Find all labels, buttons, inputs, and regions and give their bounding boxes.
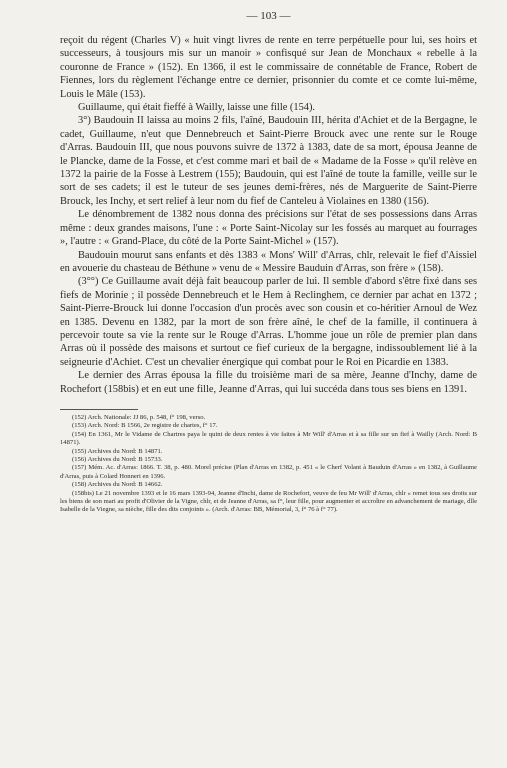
footnote: (157) Mém. Ac. d'Arras: 1866. T. 38, p. 480. Morel précise (Plan d'Arras en 1382, p. 451 « le Cherf Volant à Bauduin d'Arras » en 1382, à Guillaume d'Arras, puis à Colard Honneri en 1396. xyxy=(60,464,477,480)
body-paragraph: Le dernier des Arras épousa la fille du troisième mari de sa mère, Jeanne d'Inchy, dame de Rochefort (158bis) et en eut une fille, Jeanne d'Arras, qui lui succéda dans tous ses biens en 1391. xyxy=(60,370,477,395)
footnote: (153) Arch. Nord: B 1566, 2e registre de chartes, f° 17. xyxy=(72,422,218,430)
footnote: (152) Arch. Nationale: JJ 86, p. 548, f° 198, verso. xyxy=(72,413,206,421)
body-paragraph: reçoit du régent (Charles V) « huit vingt livres de rente en terre perpétuelle pour lui, ses hoirs et successeurs, à tousjours mis sur un manoir » confisqué sur Jean de Monchaux « rebelle à la couronne de France » (152). En 1366, il est le commissaire de connétable de France, Robert de Fiennes, lors du règlement l'échange entre ce dernier, prisonnier du comte et ce comte lui-même, Louis le Mâle (153). xyxy=(60,35,477,100)
body-paragraph: Le dénombrement de 1382 nous donna des précisions sur l'état de ses possessions dans Arras même : deux grandes maisons, l'une : « Porte Saint-Nicolay sur les fossés au marquet au fourrages », l'autre : « Grand-Place, du côté de la Porte Saint-Michel » (157). xyxy=(60,209,477,248)
body-paragraph: Baudouin mourut sans enfants et dès 1383 « Mons' Will' d'Arras, chlr, relevait le fief d'Aissiel en avouerie du chasteau de Béthune » venu de « Messire Bauduin d'Arras, son frère » (158). xyxy=(60,249,477,274)
footnote: (154) En 1361, Mr le Vidame de Chartres paya le quint de deux rentes à vie faites à Mr Will' d'Arras et à sa fille sur un fief à Wailly (Arch. Nord: B 14871). xyxy=(60,430,477,447)
page-number: — 103 — xyxy=(246,10,291,22)
body-paragraph: 3°) Baudouin II laissa au moins 2 fils, l'aîné, Baudouin III, hérita d'Achiet et de la Bergagne, le cadet, Guillaume, n'eut que Dennebreuch et Saint-Pierre Brouck avec une rente sur le Rouge d'Arras. Baudouin III, que nous pouvons suivre de 1372 à 1383, date de sa mort, épousa Jeanne de le Plancke, dame de la Fosse, et c'est comme mari et bail de « Madame de la Fosse » qu'il relève en 1372 la pairie de la Fosse à Lestrem (155); Baudouin, qui est l'aîné de toute la famille, veille sur le sort de ses cadets; il est le tuteur de ses jeunes demi-frères, nés de Marguerite de Saint-Pierre Brouck, les Inchy, et sert relief à leur nom du fief de Canteleu à Violaines en 1380 (156). xyxy=(60,115,477,207)
footnote-separator xyxy=(60,409,138,410)
footnote: (158) Archives du Nord: B 14662. xyxy=(72,481,163,489)
body-paragraph: (3°°) Ce Guillaume avait déjà fait beaucoup parler de lui. Il semble d'abord s'être fixé dans ses fiefs de Morinie ; il possède Dennebreuch et le Hem à Reclinghem, ce dernier par achat en 1372 ; Saint-Pierre-Brouck lui donne l'occasion d'un procès avec son cousin et co-héritier Arnoul de Wez en 1385. Devenu en 1382, par la mort de son frère aîné, le chef de la famille, il continuera à percevoir toute sa vie la rente sur le Rouge d'Arras. L'homme joue un rôle de premier plan dans Arras où il possède des maisons et surtout ce fief curieux de la bergagne, indissoublement lié à la seigneurie d'Achiet. C'est un chevalier énergique qui combat pour le Roi en Picardie en 1383. xyxy=(60,276,477,368)
footnotes xyxy=(60,414,477,515)
footnote: (158bis) Le 21 novembre 1393 et le 16 mars 1393-94, Jeanne d'Inchi, dame de Rochefort, veuve de feu Mr Will' d'Arras, chlr « remet tous ses droits sur les biens de son mari au profit d'Olivier de la Vigne, chlr, et de Jeanne d'Arras, sa f°, leur fille, pour augmenter et accroître en advanchement de mariage, dlle Isabelle de la Viegne, sa nièche, fille des dits conjoints ». (Arch. d'Arras: BB, Mémorial, 3, f° 76 à f° 77). xyxy=(60,489,477,514)
body-paragraph: Guillaume, qui était fieffé à Wailly, laisse une fille (154). xyxy=(78,102,316,114)
footnote: (155) Archives du Nord: B 14871. xyxy=(72,447,163,455)
footnote: (156) Archives du Nord: B 15733. xyxy=(72,456,163,463)
main-text xyxy=(60,34,477,396)
